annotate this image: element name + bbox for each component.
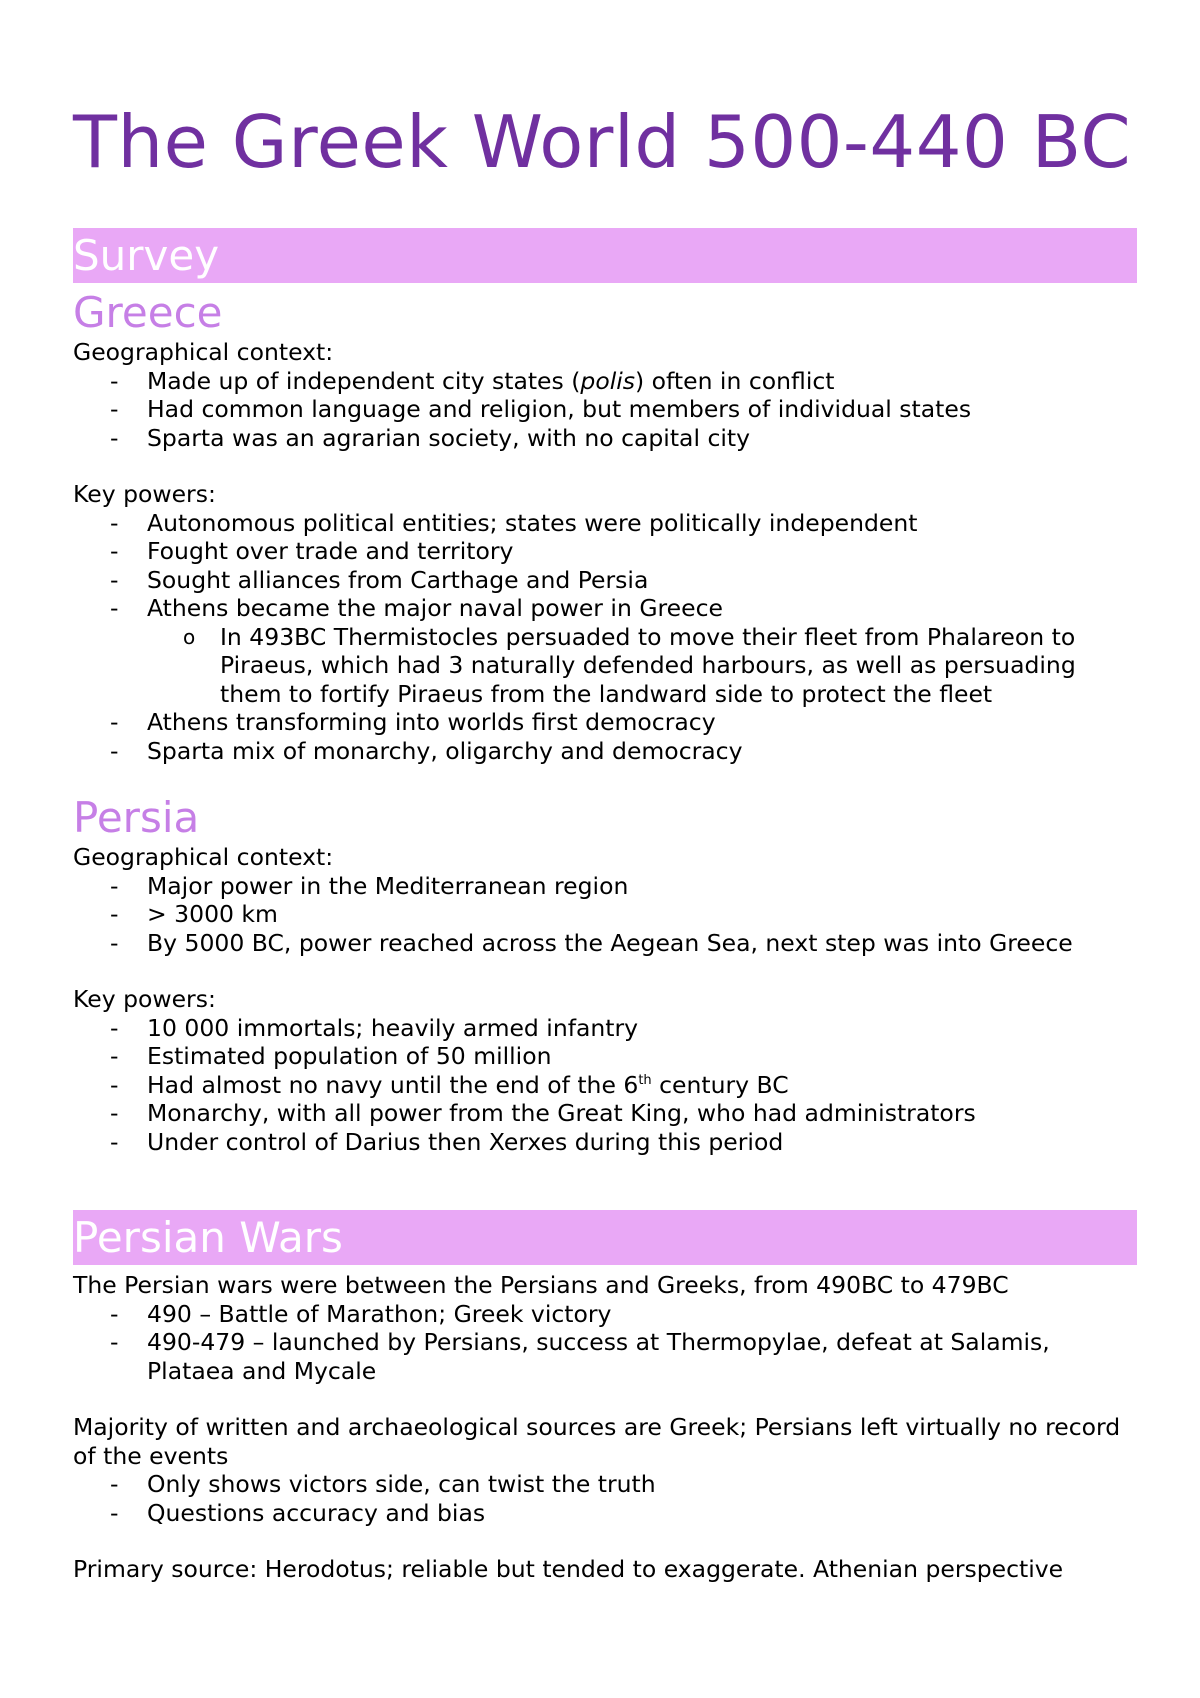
greece-powers-list [73,509,1137,766]
list-item: - Made up of independent city states (polis) often in conflict [73,367,1137,396]
wars-intro: The Persian wars were between the Persians and Greeks, from 490BC to 479BC [73,1271,1009,1299]
wars-sources: Majority of written and archaeological sources are Greek; Persians left virtually no record of the events [73,1413,1121,1470]
wars-intro-list [73,1300,1137,1386]
list-item: - 10 000 immortals; heavily armed infantry [73,1014,1137,1043]
persia-geo-list [73,872,1137,958]
list-item: - Had almost no navy until the end of the 6th century BC [73,1071,1137,1100]
list-item: - Sparta mix of monarchy, oligarchy and democracy [73,737,1137,766]
list-item: - Athens became the major naval power in Greece o In 493BC Thermistocles persuaded to move their fleet from Phalareon to Piraeus, which had 3 naturally defended harbours, as well as persuading them to fortify Piraeus from the landward side to protect the fleet [73,594,1137,708]
list-item: - Only shows victors side, can twist the truth [73,1470,1137,1499]
list-item: - Questions accuracy and bias [73,1499,1137,1528]
greece-powers-sublist [147,623,1137,709]
list-item: - Fought over trade and territory [73,537,1137,566]
list-item: - Autonomous political entities; states were politically independent [73,509,1137,538]
list-item: - By 5000 BC, power reached across the Aegean Sea, next step was into Greece [73,929,1137,958]
subheading-greece: Greece [73,288,223,337]
document-body [73,92,1137,1584]
list-item: - Athens transforming into worlds first democracy [73,708,1137,737]
section-heading-survey: Survey [73,228,1137,283]
persia-powers-list [73,1014,1137,1157]
greece-geo-list [73,367,1137,453]
wars-primary-source: Primary source: Herodotus; reliable but tended to exaggerate. Athenian perspective [73,1555,1064,1583]
list-item: - Monarchy, with all power from the Great King, who had administrators [73,1099,1137,1128]
subheading-persia: Persia [73,793,200,842]
list-item: - Major power in the Mediterranean region [73,872,1137,901]
list-item: - Sparta was an agrarian society, with no capital city [73,424,1137,453]
persia-powers-label: Key powers: [73,985,216,1013]
list-item: - Estimated population of 50 million [73,1042,1137,1071]
greece-geo-label: Geographical context: [73,338,334,366]
list-item: - 490 – Battle of Marathon; Greek victory [73,1300,1137,1329]
list-item: - 490-479 – launched by Persians, success at Thermopylae, defeat at Salamis, Plataea and Mycale [73,1328,1137,1385]
sub-list-item: o In 493BC Thermistocles persuaded to move their fleet from Phalareon to Piraeus, which had 3 naturally defended harbours, as well as persuading them to fortify Piraeus from the landward side to protect the fleet [147,623,1137,709]
wars-sources-list [73,1470,1137,1527]
document-title: The Greek World 500-440 BC [73,100,1132,184]
list-item: - Sought alliances from Carthage and Persia [73,566,1137,595]
greece-powers-label: Key powers: [73,480,216,508]
persia-geo-label: Geographical context: [73,843,334,871]
list-item: - Under control of Darius then Xerxes during this period [73,1128,1137,1157]
section-heading-persian-wars: Persian Wars [73,1210,1137,1265]
list-item: - Had common language and religion, but members of individual states [73,395,1137,424]
list-item: - > 3000 km [73,900,1137,929]
